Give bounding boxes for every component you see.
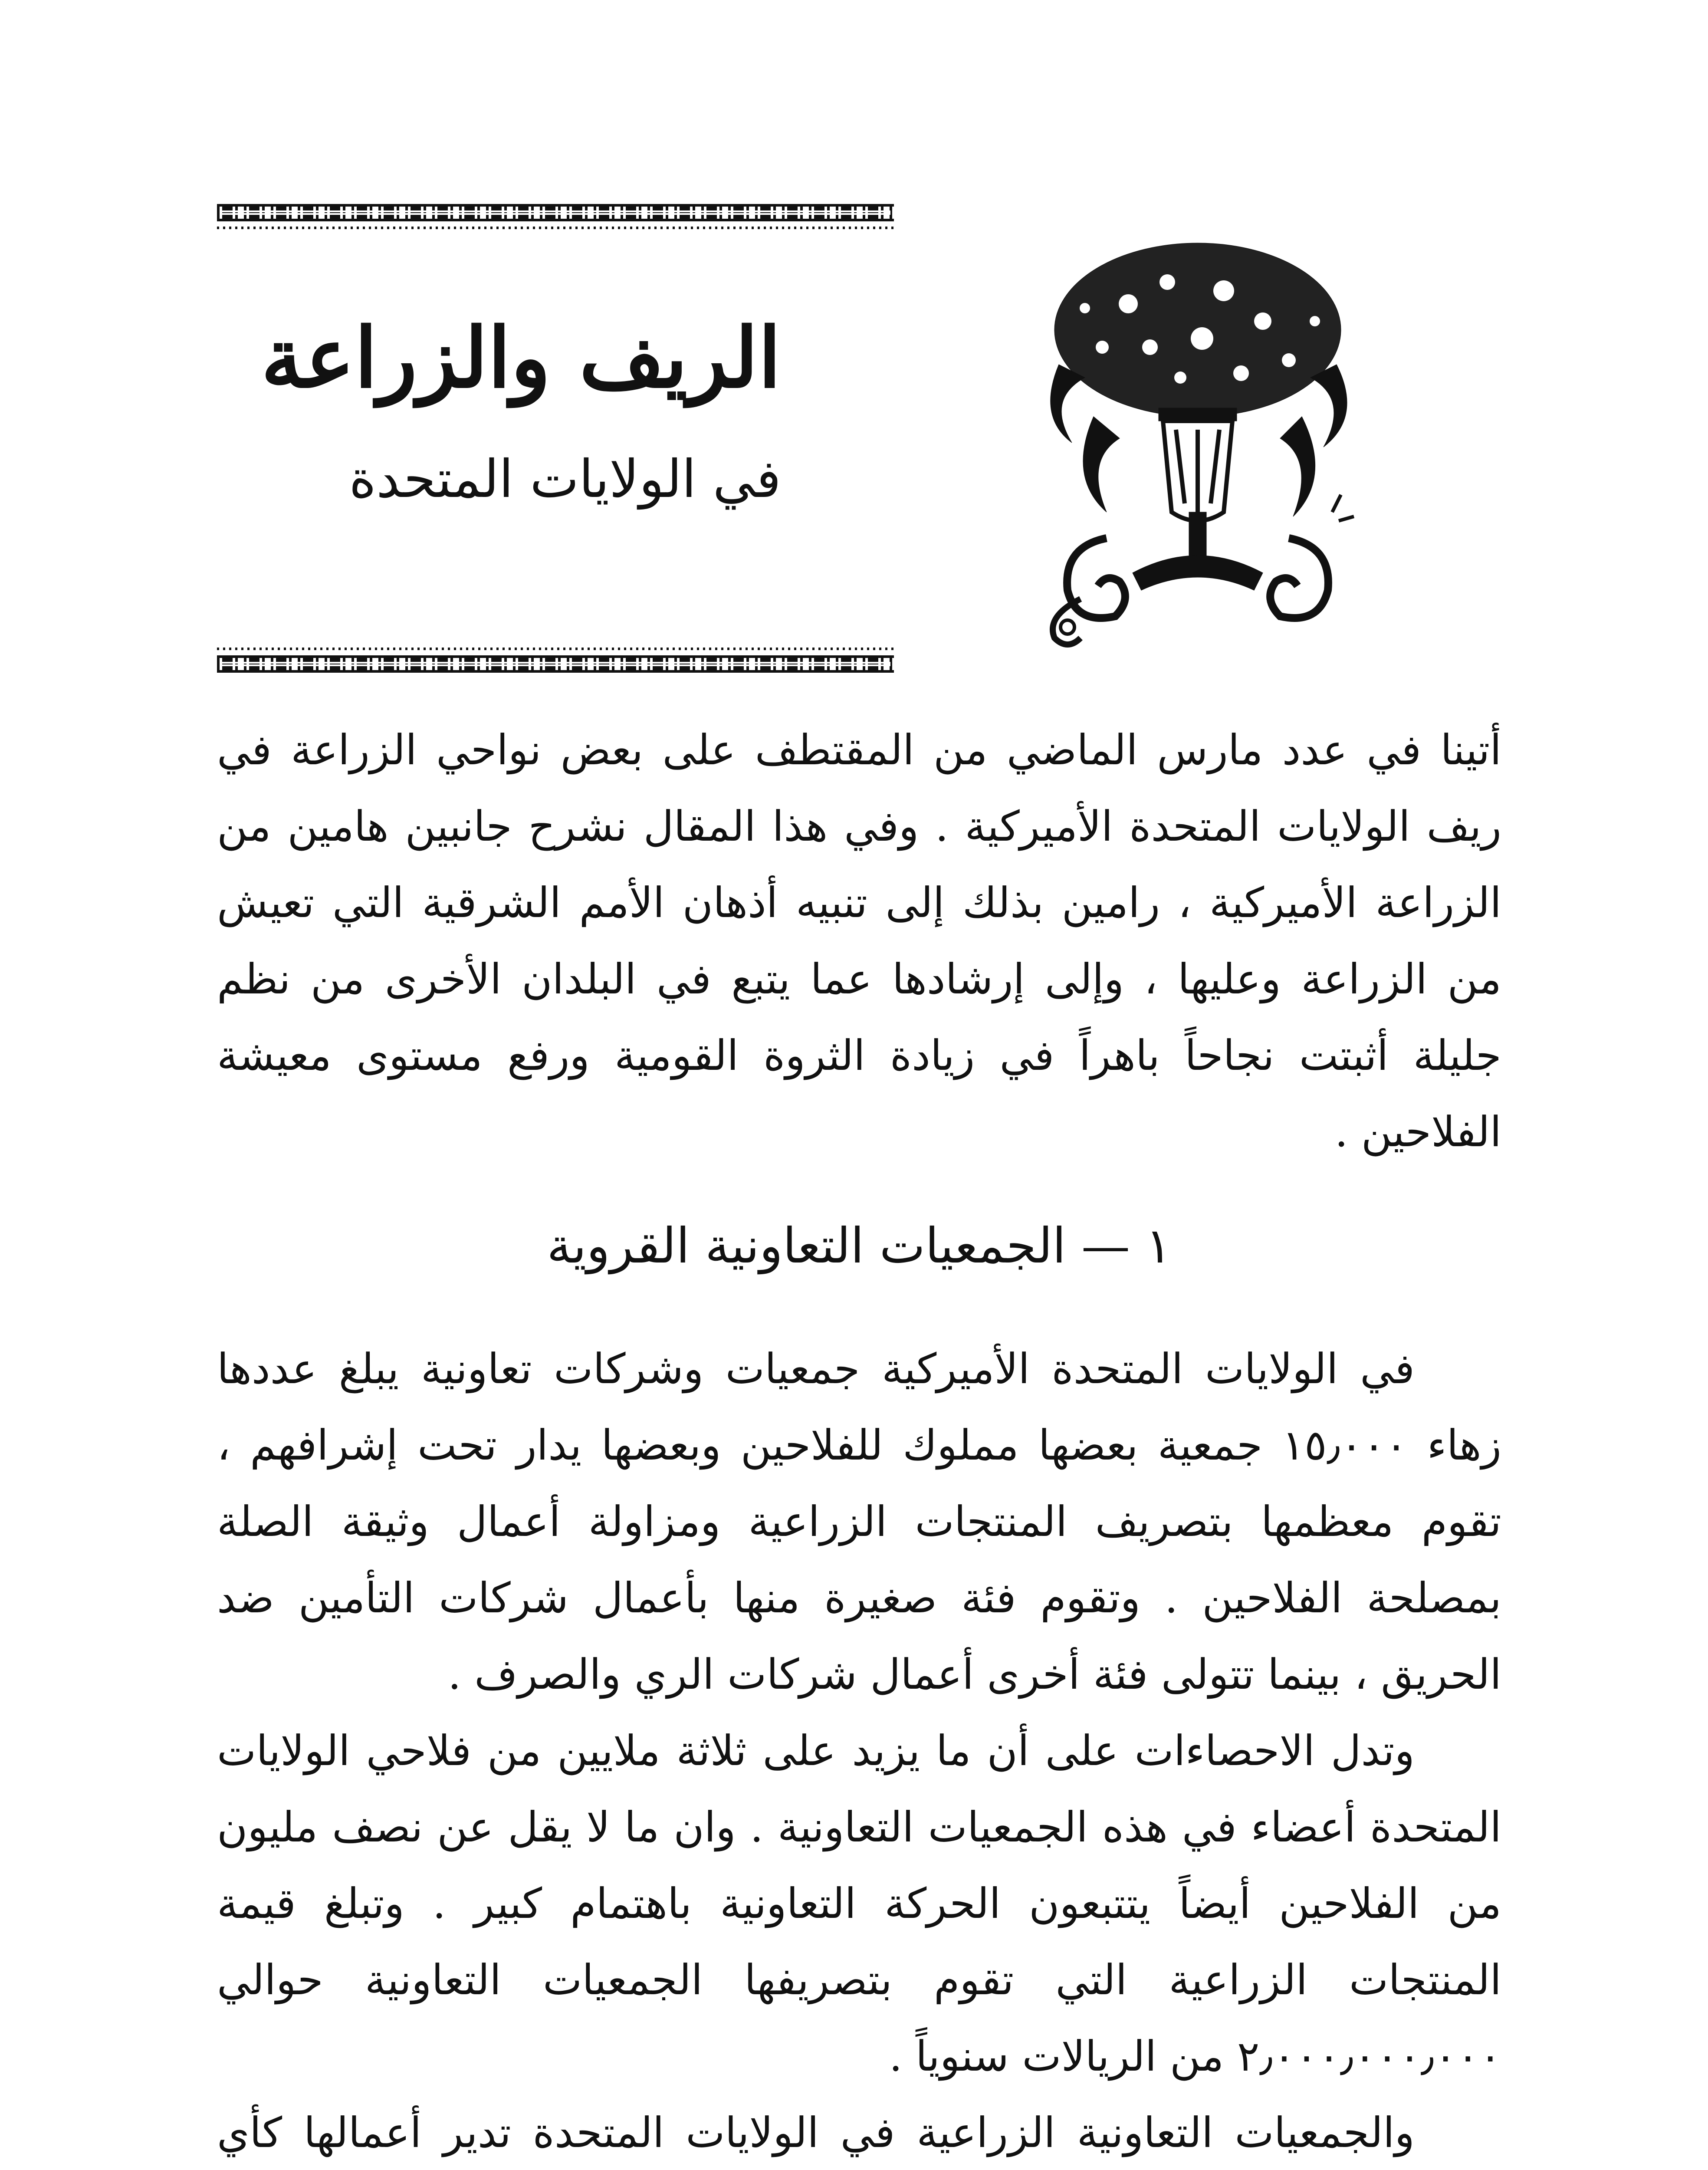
dotted-rule-bottom: [217, 648, 894, 650]
paragraph-3: والجمعيات التعاونية الزراعية في الولايات المتحدة تدير أعمالها كأي: [217, 2108, 1415, 2157]
ornamental-border-top: [217, 204, 894, 221]
ornamental-border-bottom: [217, 655, 894, 673]
article-subtitle: في الولايات المتحدة: [349, 449, 781, 510]
paragraph-1: في الولايات المتحدة الأميركية جمعيات وشركات تعاونية يبلغ عددها زهاء ١٥٫٠٠٠ جمعية بعضها مملوك للفلاحين وبعضها يدار تحت إشرافهم ، تقوم معظمها بتصريف المنتجات الزراعية ومزاولة أعمال وثيقة الصلة بمصلحة الفلاحين . وتقوم فئة صغيرة منها بأعمال شركات التأمين ضد الحريق ، بينما تتولى فئة أخرى أعمال شركات الري والصرف .: [217, 1345, 1502, 1699]
dotted-rule-top: [217, 227, 894, 229]
article-header: [217, 204, 894, 681]
section-heading: ١ — الجمعيات التعاونية القروية: [547, 1218, 1172, 1274]
article-body: [217, 712, 1501, 2170]
article-title: الريف والزراعة: [261, 309, 781, 406]
intro-paragraph: أتينا في عدد مارس الماضي من المقتطف على بعض نواحي الزراعة في ريف الولايات المتحدة الأميركية . وفي هذا المقال نشرح جانبين هامين من الزراعة الأميركية ، رامين بذلك إلى تنبيه أذهان الأمم الشرقية التي تعيش من الزراعة وعليها ، وإلى إرشادها عما يتبع في البلدان الأخرى من نظم جليلة أثبتت نجاحاً باهراً في زيادة الثروة القومية ورفع مستوى معيشة الفلاحين .: [217, 726, 1502, 1156]
flower-vase-ornament-icon: [1020, 234, 1376, 651]
paragraph-2: وتدل الاحصاءات على أن ما يزيد على ثلاثة ملايين من فلاحي الولايات المتحدة أعضاء في هذه الجمعيات التعاونية . وان ما لا يقل عن نصف مليون من الفلاحين أيضاً يتتبعون الحركة التعاونية باهتمام كبير . وتبلغ قيمة المنتجات الزراعية التي تقوم بتصريفها الجمعيات التعاونية حوالي ٢٫٠٠٠٫٠٠٠٫٠٠٠ من الريالات سنوياً .: [217, 1726, 1501, 2081]
